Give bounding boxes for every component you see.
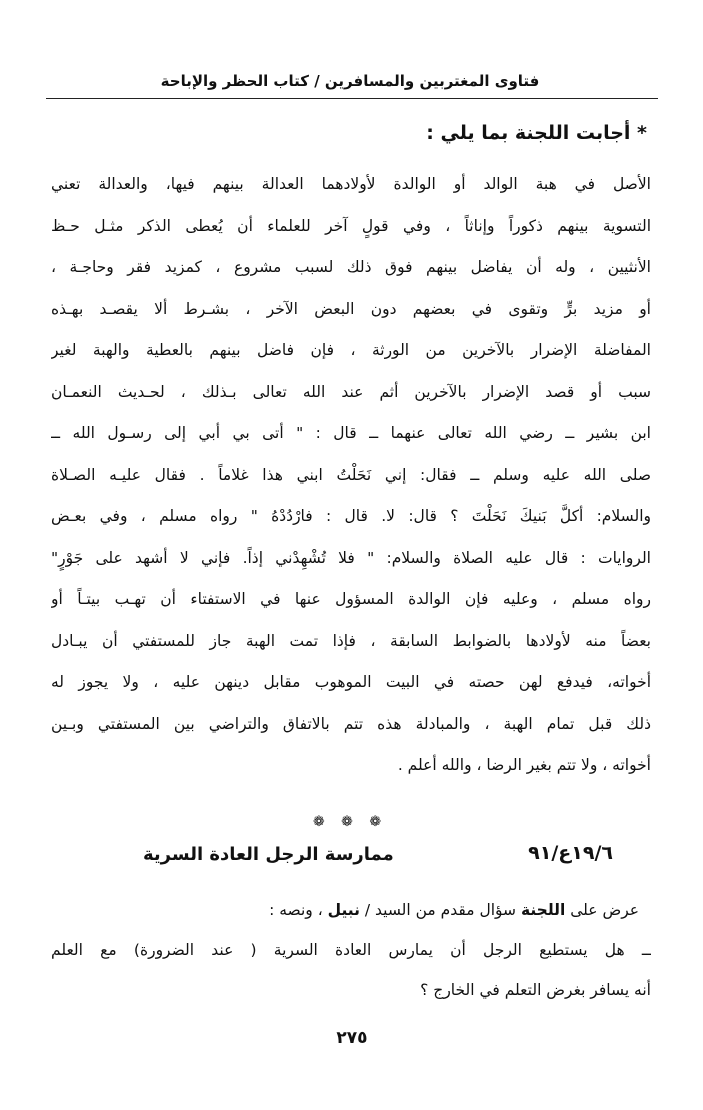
section-separator: ❁ ❁ ❁ xyxy=(312,814,388,830)
answer-line: والسلام: أكلَّ بَنيكَ نَحَلْتَ ؟ قال: لا. قال : فارْدُدْهُ " رواه مسلم ، وفي بعـض xyxy=(51,507,651,525)
question-line: أنه يسافر بغرض التعلم في الخارج ؟ xyxy=(420,981,651,999)
fatwa-title-row xyxy=(143,842,613,878)
answer-heading: * أجابت اللجنة بما يلي : xyxy=(426,122,647,144)
fatwa-title: ممارسة الرجل العادة السرية xyxy=(143,844,394,865)
running-header: فتاوى المغتربين والمسافرين / كتاب الحظر والإباحة xyxy=(160,72,540,90)
answer-line: المفاضلة الإضرار بالآخرين من الورثة ، فإن فاضل بينهم بالعطية والهبة لغير xyxy=(51,341,651,359)
question-block xyxy=(51,890,651,1010)
answer-line: رواه مسلم ، وعليه فإن الوالدة المسؤول عنها في الاستفتاء أن تهـب بيتـاً أو xyxy=(51,590,651,608)
answer-line: أخواته، فيدفع لهن حصته في البيت الموهوب مقابل دينهن عليه ، ولا يجوز له xyxy=(51,673,651,691)
intro-prefix: عرض على xyxy=(565,901,639,919)
answer-line: التسوية بينهم ذكوراً وإناثاً ، وفي قولٍ آخر للعلماء أن يُعطى الذكر مثـل حـظ xyxy=(51,216,651,235)
header-rule xyxy=(46,98,658,99)
intro-name: نبيل xyxy=(327,901,360,919)
question-intro xyxy=(51,890,651,930)
answer-line: أو مزيد برٍّ وتقوى في بعضهم دون البعض الآخر ، بشـرط ألا يقصـد بهـذه xyxy=(51,299,651,318)
answer-line: صلى الله عليه وسلم ــ فقال: إني نَحَلْتُ ابني هذا غلاماً . فقال عليـه الصـلاة xyxy=(51,465,651,484)
page-number: ٢٧٥ xyxy=(336,1028,368,1048)
answer-line: الأنثيين ، وله أن يفاضل بينهم فوق ذلك لسبب مشروع ، كمزيد فقر وحاجـة ، xyxy=(51,258,651,276)
answer-line: أخواته ، ولا تتم بغير الرضا ، والله أعلم . xyxy=(397,756,651,774)
question-line: ــ هل يستطيع الرجل أن يمارس العادة السرية ( عند الضرورة) مع العلم xyxy=(51,941,651,959)
answer-line: سبب أو قصد الإضرار بالآخرين أثم عند الله تعالى بـذلك ، لحـديث النعمـان xyxy=(51,382,651,401)
fatwa-number: ١٩/٦ع/٩١ xyxy=(528,842,613,864)
answer-line: ذلك قبل تمام الهبة ، والمبادلة هذه تتم بالاتفاق والتراضي بين المستفتي وبـين xyxy=(51,714,651,733)
answer-line: بعضاً منه لأولادها بالضوابط السابقة ، فإذا تمت الهبة جاز للمستفتي أن يبـادل xyxy=(51,631,651,650)
intro-suffix: ، ونصه : xyxy=(269,901,328,919)
intro-committee: اللجنة xyxy=(520,901,566,919)
answer-line: ابن بشير ــ رضي الله تعالى عنهما ــ قال : " أتى بي أبي إلى رسـول الله ــ xyxy=(51,424,651,442)
answer-body xyxy=(51,164,651,787)
answer-line: الروايات : قال عليه الصلاة والسلام: " فلا تُشْهِدْني إذاً. فإني لا أشهد على جَوْرٍ" xyxy=(51,548,651,567)
answer-line: الأصل في هبة الوالد أو الوالدة لأولادهما العدالة بينهم فيها، والعدالة تعني xyxy=(51,175,651,193)
intro-middle: سؤال مقدم من السيد / xyxy=(359,901,521,919)
